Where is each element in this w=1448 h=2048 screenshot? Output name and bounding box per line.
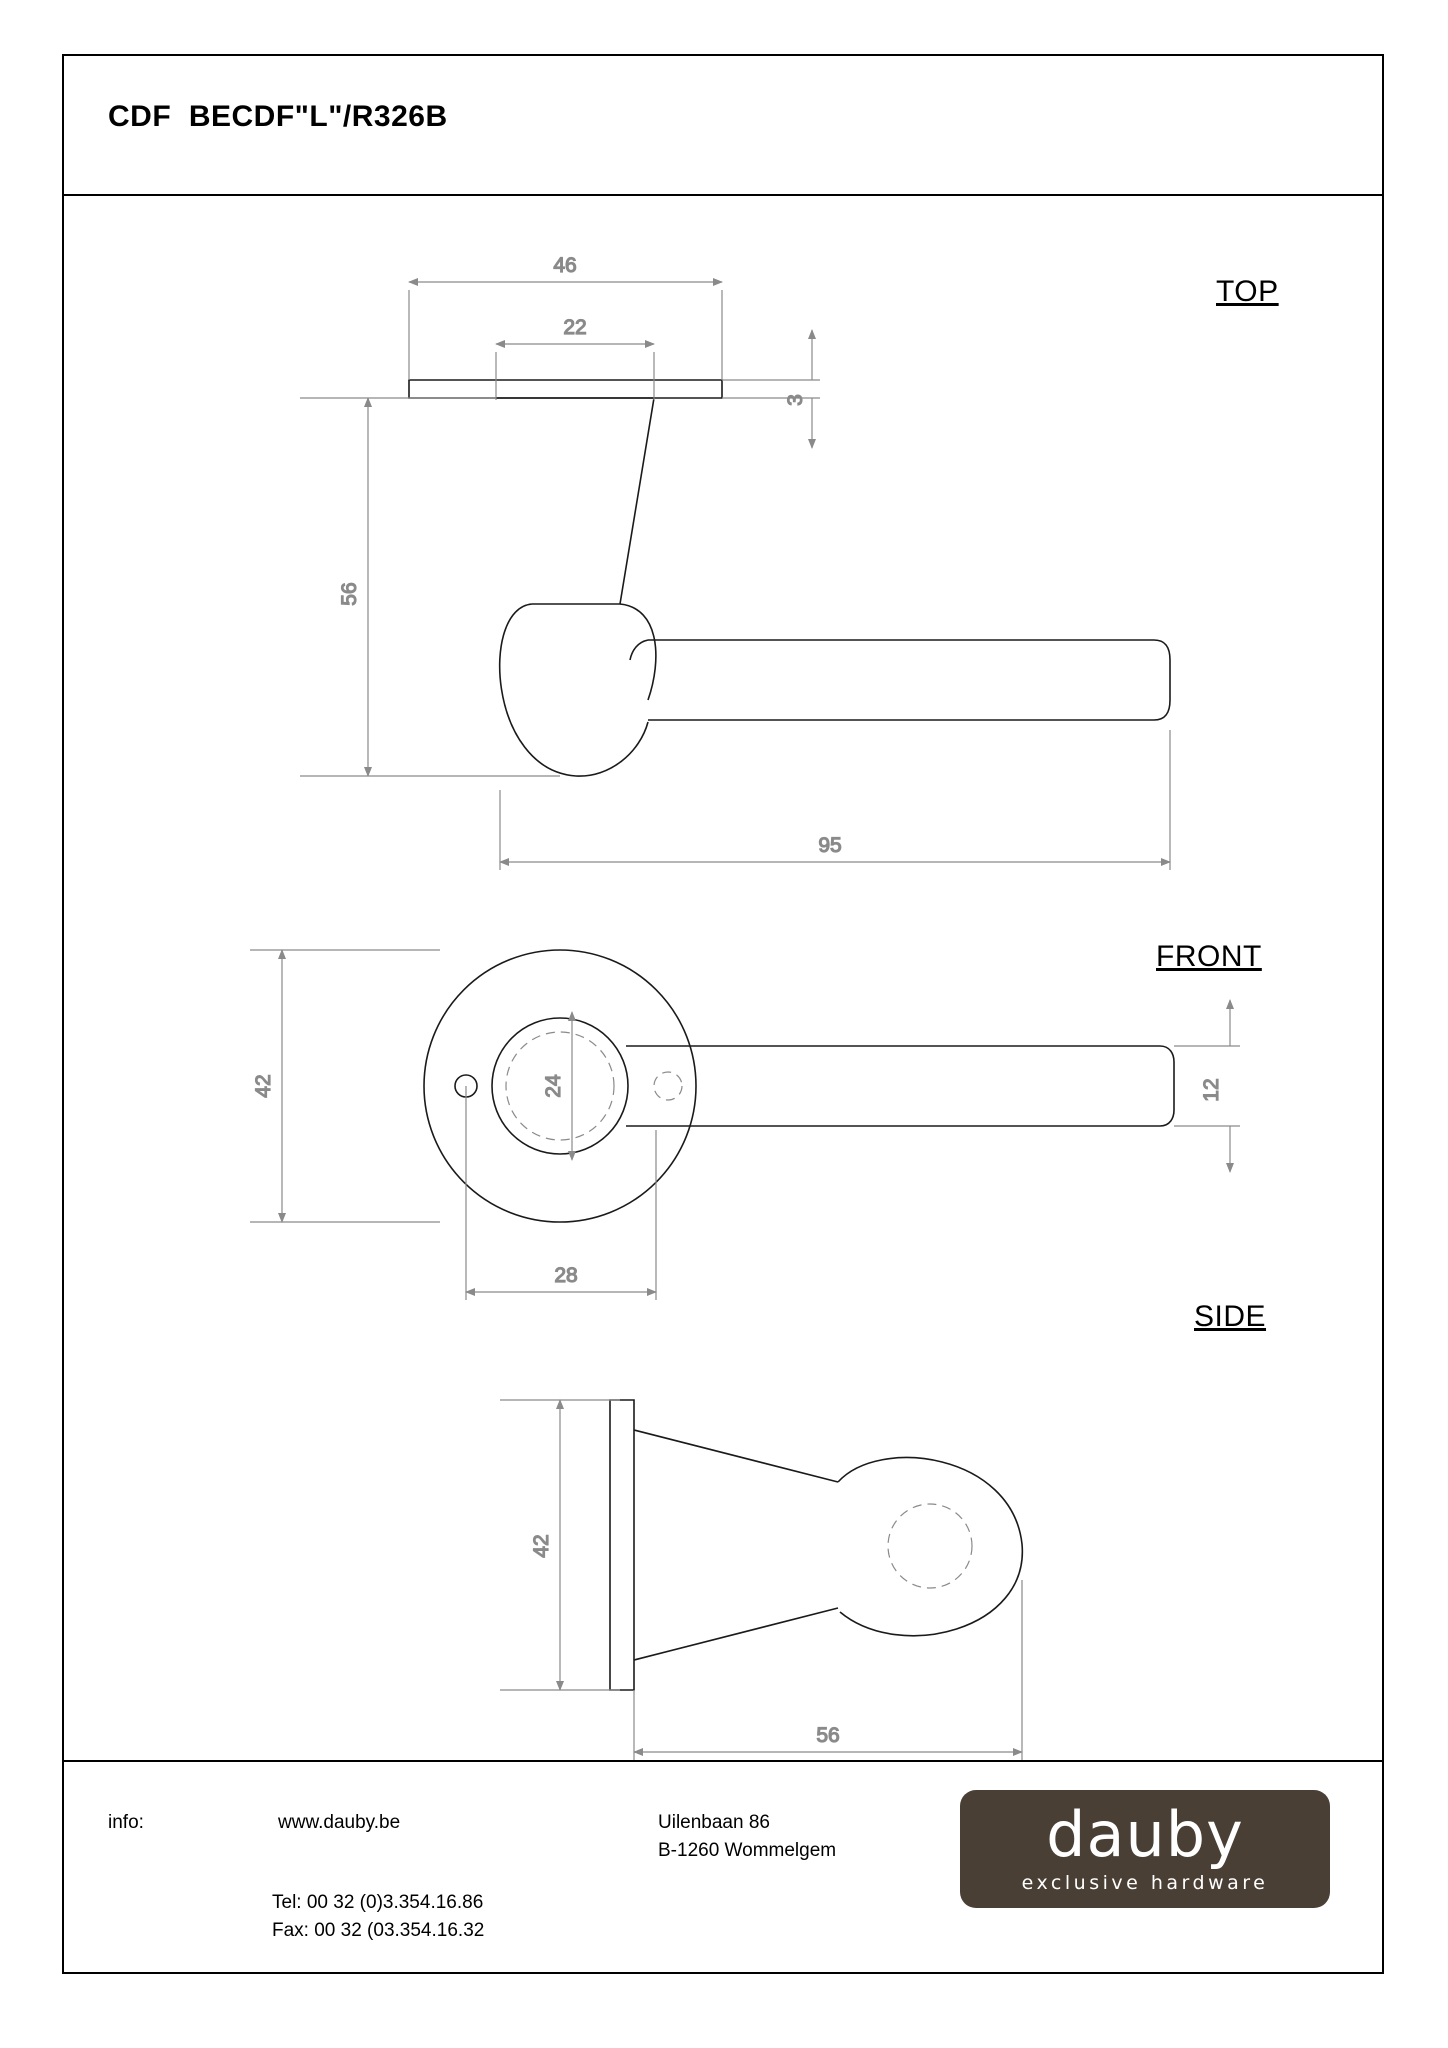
dim-42-front: 42 (252, 1074, 275, 1098)
view-label-front: FRONT (1156, 940, 1262, 973)
dim-42-side: 42 (530, 1534, 553, 1558)
footer-address-line2: B-1260 Wommelgem (658, 1840, 837, 1861)
title-block (64, 56, 1382, 196)
dim-24: 24 (542, 1074, 565, 1098)
dim-56-side: 56 (816, 1724, 840, 1747)
footer-fax: Fax: 00 32 (03.354.16.32 (272, 1920, 485, 1941)
dim-12: 12 (1200, 1078, 1223, 1102)
dim-46: 46 (553, 254, 577, 277)
dim-56-top: 56 (338, 582, 361, 606)
view-label-top: TOP (1216, 275, 1279, 308)
footer-website[interactable]: www.dauby.be (278, 1812, 401, 1833)
logo-wordmark: dauby (1046, 1798, 1244, 1871)
footer-info-label: info: (108, 1812, 144, 1833)
view-label-side: SIDE (1194, 1300, 1267, 1333)
footer-tel: Tel: 00 32 (0)3.354.16.86 (272, 1892, 484, 1913)
drawing-sheet (62, 54, 1384, 1974)
dauby-logo (960, 1790, 1330, 1908)
dim-28: 28 (554, 1264, 578, 1287)
dim-95: 95 (818, 834, 842, 857)
dim-3: 3 (784, 394, 807, 406)
logo-tagline: exclusive hardware (1021, 1872, 1269, 1894)
page-title: CDF BECDF"L"/R326B (108, 100, 448, 133)
dim-22: 22 (563, 316, 587, 339)
footer-address-line1: Uilenbaan 86 (658, 1812, 770, 1833)
